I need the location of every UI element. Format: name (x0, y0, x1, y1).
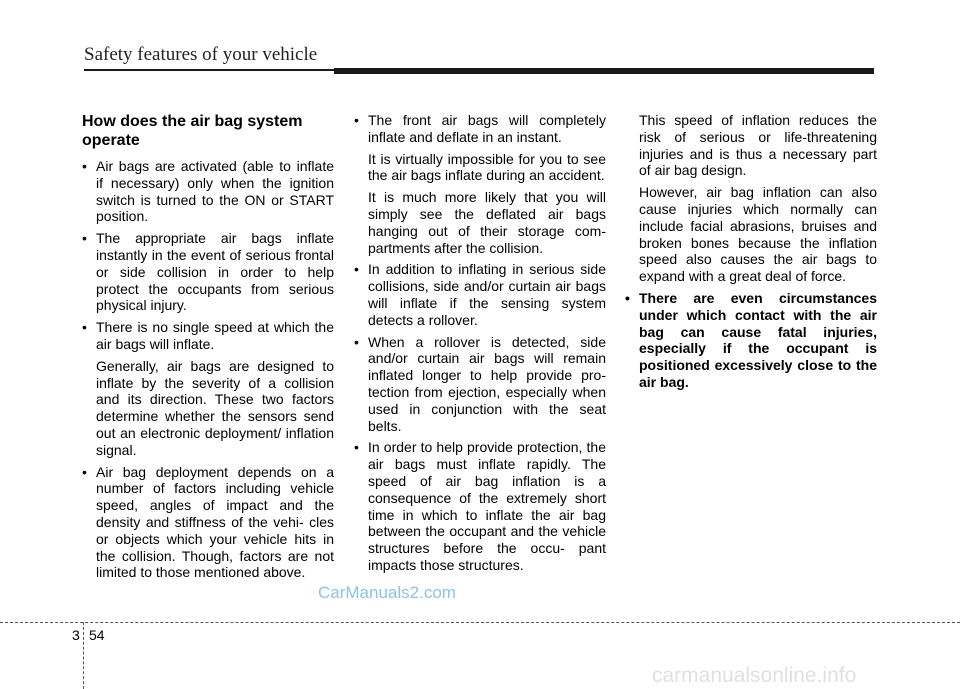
page-number: 54 (89, 627, 105, 643)
bullet-item: • There is no single speed at which the air bags will inflate. (82, 319, 334, 353)
header-rule (84, 69, 334, 71)
bullet-item: • Air bags are activated (able to inflate if necessary) only when the ignition switch is turned to the ON or START position. (82, 158, 334, 225)
warning-bullet: • There are even circumstances under which contact with the air bag can cause fatal injuries, especially if the occupant is positioned excessively close to the air bag. (625, 290, 877, 391)
bullet-item: • Air bag deployment depends on a number of factors including vehicle speed, angles of impact and the density and stiffness of the vehi- cles or objects which your vehicle hits in the collision. Though, factors are not limited to those mentioned above. (82, 464, 334, 582)
bullet-item: • When a rollover is detected, side and/or curtain air bags will remain inflated longer to help provide pro- tection from ejection, especially when used in conjunction with the seat belts. (354, 334, 606, 435)
bullet-item: • The front air bags will completely inflate and deflate in an instant. (354, 112, 606, 146)
watermark-link[interactable]: CarManuals2.com (318, 583, 456, 602)
paragraph: Generally, air bags are designed to inflate by the severity of a collision and its direction. These two factors determine whether the sensors send out an electronic deployment/ inflation signal. (96, 357, 334, 458)
column-1 (82, 112, 334, 586)
bullet-item: • The appropriate air bags inflate instantly in the event of serious frontal or side collision in order to help protect the occupants from serious physical injury. (82, 230, 334, 314)
column-2 (354, 112, 606, 579)
paragraph: However, air bag inflation can also cause injuries which normally can include facial abrasions, bruises and broken bones because the inflation speed also causes the air bags to expand with a great deal of force. (639, 184, 877, 285)
section-heading: How does the air bag system operate (82, 113, 303, 149)
bullet-item: • In addition to inflating in serious side collisions, side and/or curtain air bags will inflate if the sensing system detects a rollover. (354, 261, 606, 328)
section-title: Safety features of your vehicle (84, 44, 318, 65)
paragraph: This speed of inflation reduces the risk of serious or life-threatening injuries and is thus a necessary part of air bag design. (639, 112, 877, 179)
bullet-item: • In order to help provide protection, the air bags must inflate rapidly. The speed of air bag inflation is a consequence of the extremely short time in which to inflate the air bag between the occupant and the vehicle structures before the occu- pant impacts those structures. (354, 439, 606, 573)
column-3 (625, 112, 877, 396)
chapter-number: 3 (72, 627, 80, 643)
header-rule-bar (334, 68, 874, 74)
paragraph: It is much more likely that you will simply see the deflated air bags hanging out of their storage com- partments after the collision. (368, 189, 606, 256)
paragraph: It is virtually impossible for you to see the air bags inflate during an accident. (368, 150, 606, 184)
footer-vertical-divider (83, 622, 84, 689)
footer-divider (0, 622, 960, 623)
site-watermark: carmanualsonline.info (652, 664, 857, 687)
